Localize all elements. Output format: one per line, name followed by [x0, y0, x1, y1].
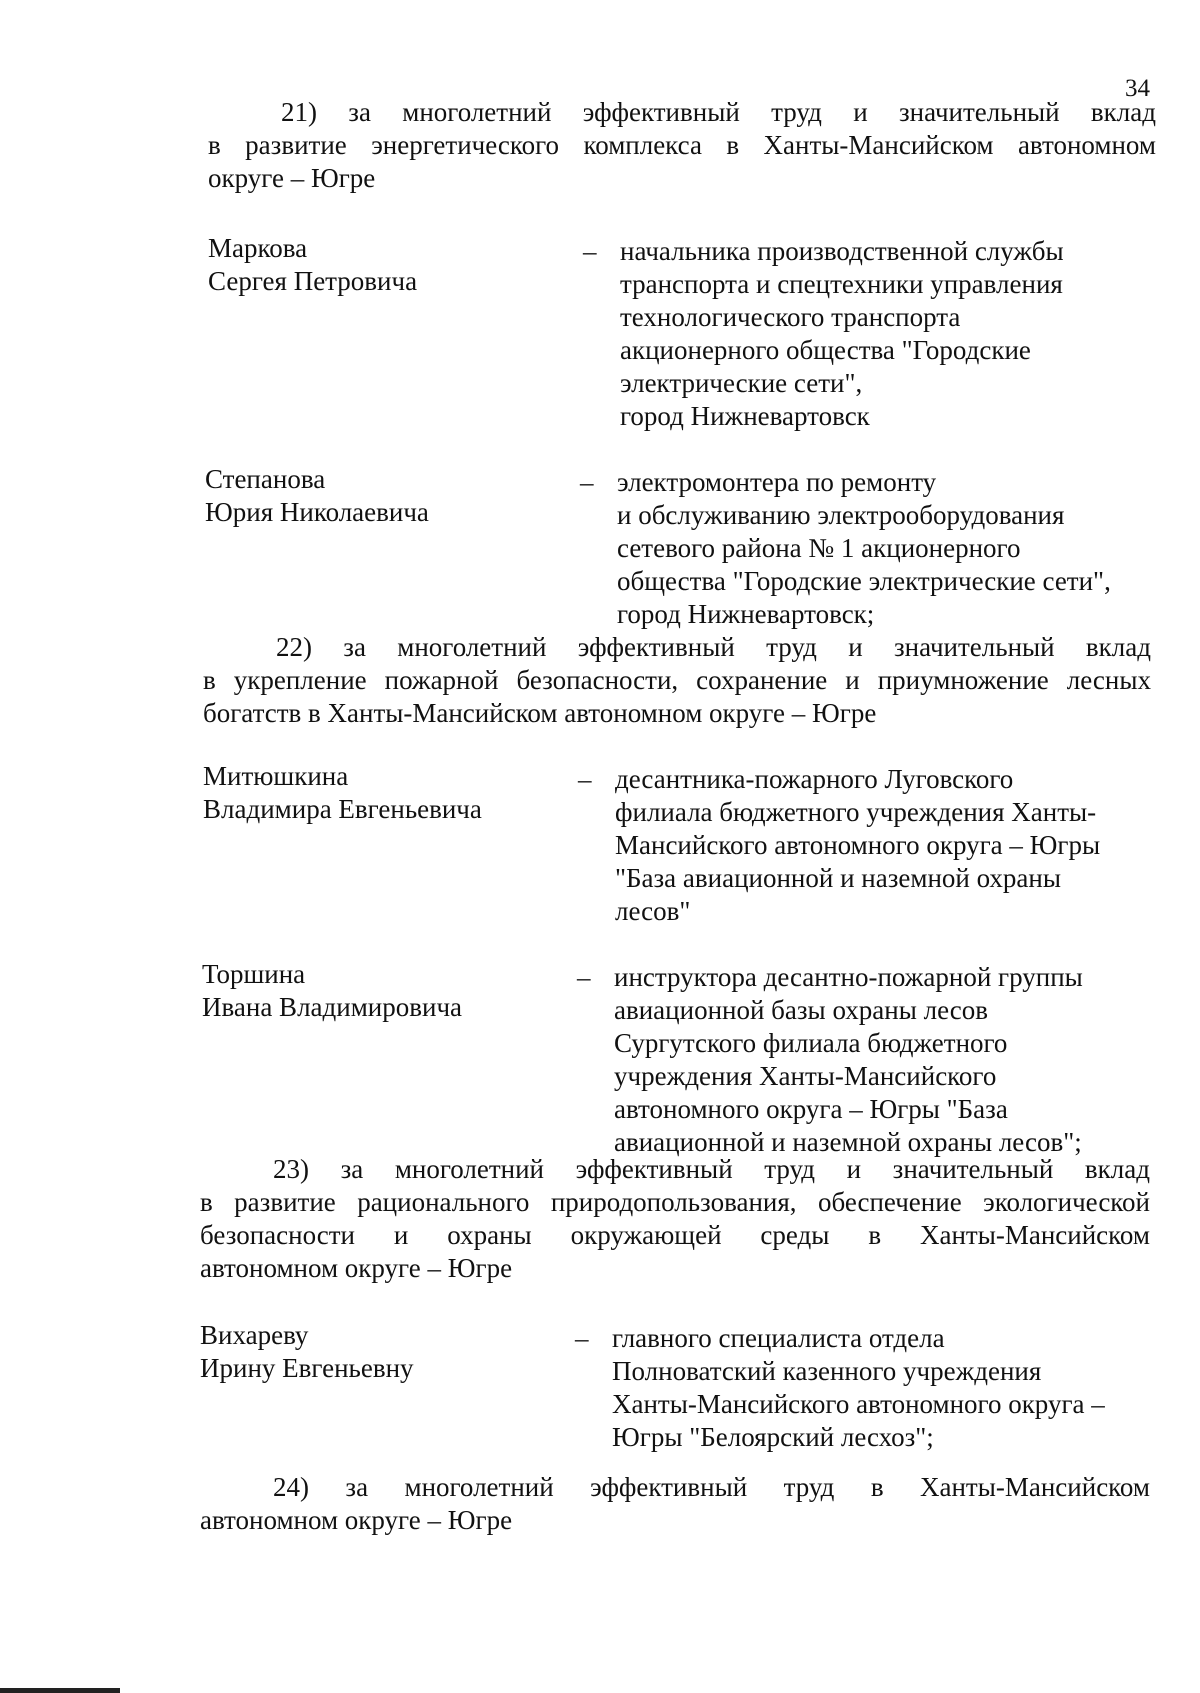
entry-dash: – [575, 1323, 589, 1353]
scan-edge-mark [0, 1688, 120, 1693]
award-clause-23 [200, 1153, 1150, 1285]
awardee-position: десантника-пожарного Луговского филиала бюджетного учреждения Ханты- Мансийского автономного округа – Югры "База авиационной и наземной охраны лесов" [615, 764, 1101, 926]
entry-dash: – [580, 467, 594, 497]
award-clause-24 [200, 1471, 1150, 1537]
page-number: 34 [1125, 75, 1150, 102]
awardee-name: Митюшкина Владимира Евгеньевича [203, 761, 482, 824]
awardee-name: Торшина Ивана Владимировича [202, 959, 463, 1022]
awardee-position: главного специалиста отдела Полноватский казенного учреждения Ханты-Мансийского автономного округа – Югры "Белоярский лесхоз"; [612, 1323, 1105, 1452]
clause-line: в укрепление пожарной безопасности, сохранение и приумножение лесных [203, 665, 1151, 695]
awardee-name: Степанова Юрия Николаевича [205, 464, 429, 527]
awardee-name: Маркова Сергея Петровича [208, 233, 418, 296]
entry-dash: – [583, 236, 597, 266]
entry-dash: – [577, 962, 591, 992]
clause-line: 22) за многолетний эффективный труд и значительный вклад [276, 632, 1151, 662]
clause-line: 21) за многолетний эффективный труд и значительный вклад [281, 97, 1156, 127]
clause-line: в развитие рационального природопользования, обеспечение экологической [200, 1187, 1150, 1217]
award-clause-21 [208, 96, 1156, 195]
clause-line: автономном округе – Югре [200, 1253, 513, 1283]
entry-dash: – [578, 764, 592, 794]
clause-line: 23) за многолетний эффективный труд и значительный вклад [273, 1154, 1150, 1184]
clause-line: в развитие энергетического комплекса в Ханты-Мансийском автономном [208, 130, 1156, 160]
clause-line: округе – Югре [208, 163, 376, 193]
clause-line: 24) за многолетний эффективный труд в Ханты-Мансийском [273, 1472, 1150, 1502]
clause-line: богатств в Ханты-Мансийском автономном округе – Югре [203, 698, 877, 728]
clause-line: безопасности и охраны окружающей среды в Ханты-Мансийском [200, 1220, 1150, 1250]
award-clause-22 [203, 631, 1151, 730]
awardee-position: инструктора десантно-пожарной группы авиационной базы охраны лесов Сургутского филиала бюджетного учреждения Ханты-Мансийского автономного округа – Югры "База авиационной и наземной охраны лесов"; [614, 962, 1083, 1157]
awardee-position: электромонтера по ремонту и обслуживанию электрооборудования сетевого района № 1 акционерного общества "Городские электрические сети", город Нижневартовск; [617, 467, 1111, 629]
awardee-position: начальника производственной службы транспорта и спецтехники управления технологического транспорта акционерного общества "Городские электрические сети", город Нижневартовск [620, 236, 1064, 431]
clause-line: автономном округе – Югре [200, 1505, 513, 1535]
awardee-name: Вихареву Ирину Евгеньевну [200, 1320, 414, 1383]
